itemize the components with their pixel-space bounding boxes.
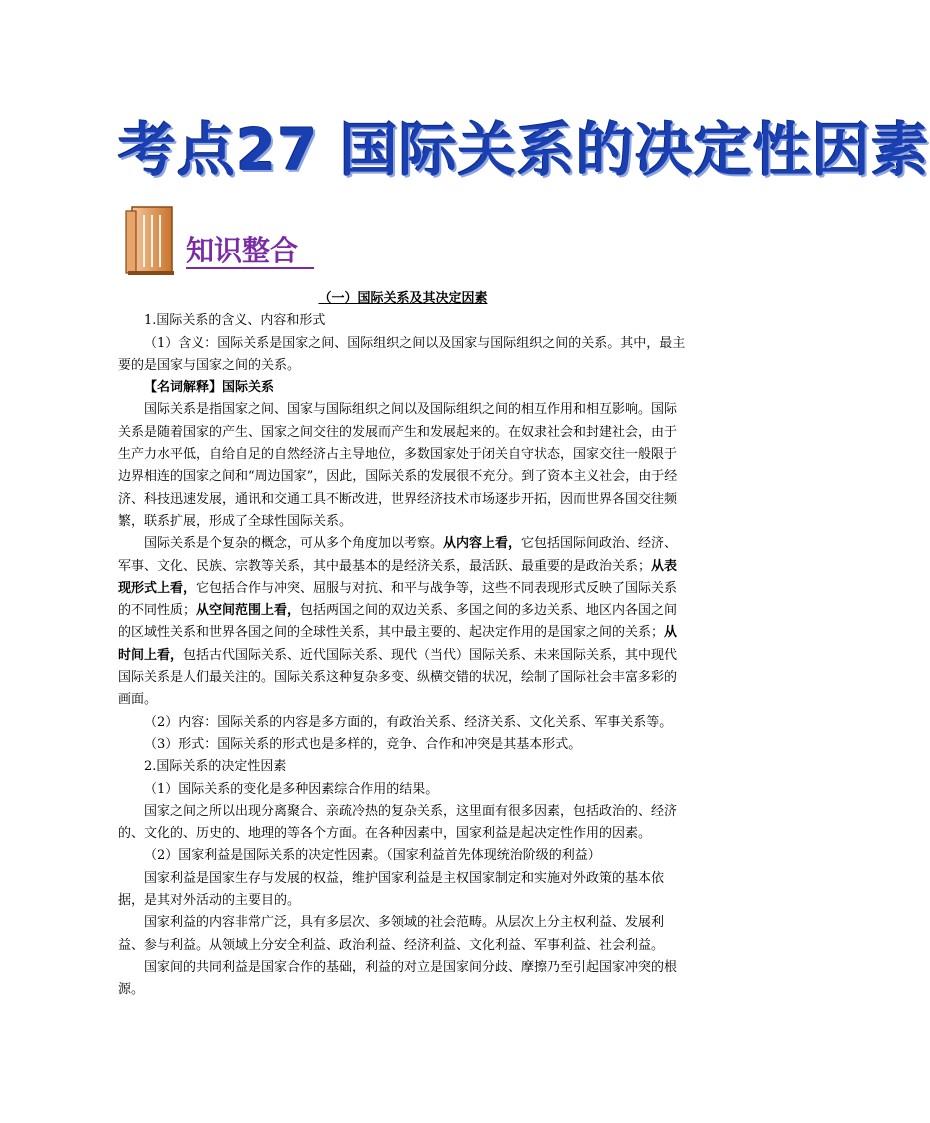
emphasis: 从内容上看， [443, 536, 522, 552]
subheading: （一）国际关系及其决定因素 [318, 291, 488, 306]
point-heading: 2.国际关系的决定性因素 [144, 759, 287, 775]
paragraph: （2）国家利益是国际关系的决定性因素。（国家利益首先体现统治阶级的利益） [144, 848, 601, 864]
paragraph: （3）形式：国际关系的形式也是多样的，竞争、合作和冲突是其基本形式。 [144, 736, 582, 752]
paragraph: （2）内容：国际关系的内容是多方面的，有政治关系、经济关系、文化关系、军事关系等。 [144, 714, 673, 730]
paragraph: 国家利益的内容非常广泛，具有多层次、多领域的社会范畴。从层次上分主权利益、发展利益、参与利益。从领域上分安全利益、政治利益、经济利益、文化利益、军事利益、社会利益。 [118, 915, 665, 953]
paragraph: 国家间的共同利益是国家合作的基础，利益的对立是国家间分歧、摩擦乃至引起国家冲突的根源。 [118, 959, 678, 998]
document-body [118, 288, 688, 1002]
text: 它包括国际间政治、经济、军事、文化、民族、宗教等关系，其中最基本的是经济关系，最活跃、最重要的是政治关系； [118, 536, 678, 574]
text: 包括古代国际关系、近代国际关系、现代（当代）国际关系、未来国际关系，其中现代国际关系是人们最关注的。国际关系这种复杂多变、纵横交错的状况，绘制了国际社会丰富多彩的画面。 [118, 647, 678, 708]
text: 它包括合作与冲突、屈服与对抗、和平与战争等，这些不同表现形式反映了国际关系的不同性质； [118, 580, 678, 619]
emphasis: 从空间范围上看， [196, 603, 301, 619]
book-icon [124, 205, 180, 277]
text: 包括两国之间的双边关系、多国之间的多边关系、地区内各国之间的区域性关系和世界各国之间的全球性关系，其中最主要的、起决定作用的是国家之间的关系； [118, 603, 678, 641]
paragraph: 国家利益是国家生存与发展的权益，维护国家利益是主权国家制定和实施对外政策的基本依据，是其对外活动的主要目的。 [118, 870, 665, 909]
page-title: 考点27 国际关系的决定性因素 [118, 116, 930, 184]
paragraph-with-emphasis [118, 533, 688, 711]
section-underline [186, 267, 314, 269]
text: 国际关系是个复杂的概念，可从多个角度加以考察。 [144, 536, 444, 552]
section-title: 知识整合 [186, 234, 299, 267]
point-heading: 1.国际关系的含义、内容和形式 [144, 313, 326, 329]
emphasis: 从时间上看， [118, 625, 678, 663]
paragraph: （1）国际关系的变化是多种因素综合作用的结果。 [144, 781, 439, 797]
paragraph: 国家之间之所以出现分离聚合、亲疏冷热的复杂关系，这里面有很多因素，包括政治的、经济的、文化的、历史的、地理的等各个方面。在各种因素中，国家利益是起决定性作用的因素。 [118, 803, 678, 842]
paragraph: （1）含义：国际关系是国家之间、国际组织之间以及国家与国际组织之间的关系。其中，最主要的是国家与国家之间的关系。 [118, 335, 686, 373]
section-header [124, 205, 374, 280]
paragraph: 国际关系是指国家之间、国家与国际组织之间以及国际组织之间的相互作用和相互影响。国际关系是随着国家的产生、国家之间交往的发展而产生和发展起来的。在奴隶社会和封建社会，由于生产力水平低，自给自足的自然经济占主导地位，多数国家处于闭关自守状态，国家交往一般限于边界相连的国家之间和“周边国家”，因此，国际关系的发展很不充分。到了资本主义社会，由于经济、科技迅速发展，通讯和交通工具不断改进，世界经济技术市场逐步开拓，因而世界各国交往频繁，联系扩展，形成了全球性国际关系。 [118, 402, 678, 529]
term-label: 【名词解释】国际关系 [144, 380, 275, 396]
emphasis: 从表现形式上看， [118, 558, 678, 596]
